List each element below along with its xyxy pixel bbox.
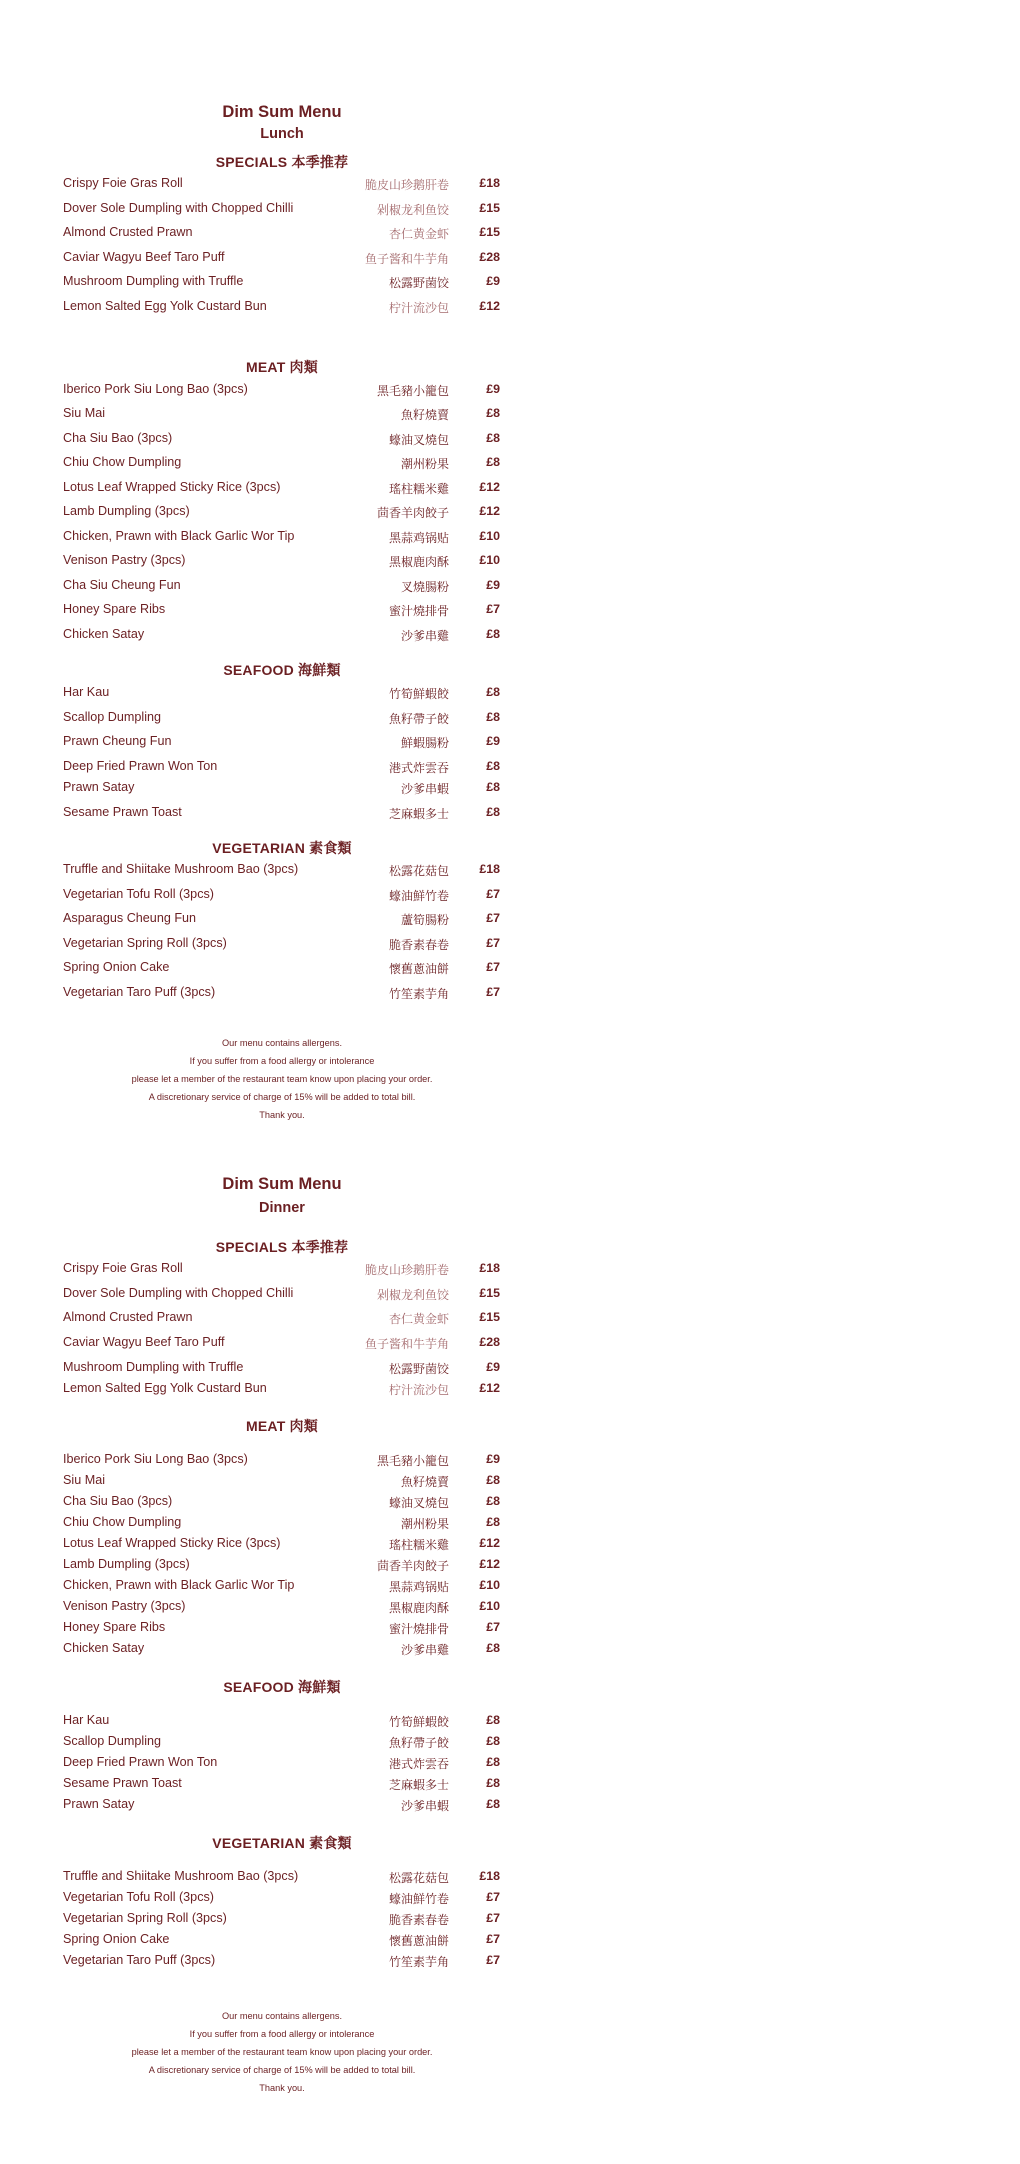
menu-item-row — [0, 1261, 500, 1281]
menu-item-row — [0, 1620, 500, 1640]
dish-name-chinese: 懷舊蔥油餅 — [388, 962, 449, 976]
menu-item-row — [0, 1381, 500, 1401]
dish-name-chinese: 竹笙素芋角 — [388, 1955, 449, 1969]
dish-price: £8 — [486, 431, 500, 445]
menu-item-row — [0, 710, 500, 730]
dish-price: £18 — [479, 176, 500, 190]
dish-name-chinese: 脆皮山珍鹅肝卷 — [364, 1263, 449, 1277]
dish-name-chinese: 潮州粉果 — [400, 1517, 449, 1531]
allergen-note-line: please let a member of the restaurant team know upon placing your order. — [131, 1074, 433, 1084]
menu-item-row — [0, 1578, 500, 1598]
menu-item-row — [0, 201, 500, 221]
menu-item-row — [0, 1599, 500, 1619]
dish-name-english: Crispy Foie Gras Roll — [63, 1261, 183, 1275]
section-heading: VEGETARIAN 素食類 — [212, 1835, 352, 1851]
dish-price: £8 — [486, 455, 500, 469]
menu-item-row — [0, 176, 500, 196]
dish-name-chinese: 竹筍鮮蝦餃 — [388, 1715, 449, 1729]
dish-price: £7 — [486, 1953, 500, 1967]
dish-name-chinese: 沙爹串雞 — [400, 629, 449, 643]
menu-item-row — [0, 225, 500, 245]
dish-name-english: Prawn Cheung Fun — [63, 734, 172, 748]
dish-price: £12 — [479, 480, 500, 494]
dish-price: £15 — [479, 201, 500, 215]
dish-name-chinese: 柠汁流沙包 — [388, 301, 449, 315]
dish-name-english: Vegetarian Tofu Roll (3pcs) — [63, 1890, 214, 1904]
dish-price: £12 — [479, 299, 500, 313]
allergen-note-line: Our menu contains allergens. — [221, 2011, 342, 2021]
menu-item-row — [0, 685, 500, 705]
menu-item-row — [0, 1536, 500, 1556]
dish-price: £28 — [479, 250, 500, 264]
menu-item-row — [0, 627, 500, 647]
dish-name-english: Lotus Leaf Wrapped Sticky Rice (3pcs) — [63, 480, 281, 494]
dish-price: £7 — [486, 1932, 500, 1946]
dish-price: £7 — [486, 1890, 500, 1904]
allergen-note-line: please let a member of the restaurant team know upon placing your order. — [131, 2047, 433, 2057]
menu-item-row — [0, 1713, 500, 1733]
dish-price: £7 — [486, 1911, 500, 1925]
dish-name-chinese: 黑蒜鸡锅贴 — [388, 1580, 449, 1594]
dish-name-english: Vegetarian Taro Puff (3pcs) — [63, 1953, 216, 1967]
menu-item-row — [0, 759, 500, 779]
dish-name-chinese: 鱼子酱和牛芋角 — [364, 1337, 449, 1351]
dish-name-english: Truffle and Shiitake Mushroom Bao (3pcs) — [63, 1869, 299, 1883]
dish-name-english: Truffle and Shiitake Mushroom Bao (3pcs) — [63, 862, 299, 876]
dish-name-english: Venison Pastry (3pcs) — [63, 553, 186, 567]
dish-name-english: Lamb Dumpling (3pcs) — [63, 1557, 190, 1571]
menu-item-row — [0, 578, 500, 598]
dish-name-english: Dover Sole Dumpling with Chopped Chilli — [63, 201, 294, 215]
dish-price: £8 — [486, 1515, 500, 1529]
section-heading: MEAT 肉類 — [246, 359, 318, 375]
menu-item-row — [0, 382, 500, 402]
dish-name-chinese: 蜜汁燒排骨 — [388, 604, 449, 618]
dish-name-chinese: 剁椒龙利鱼饺 — [376, 1288, 449, 1302]
section-heading: SPECIALS 本季推荐 — [215, 1239, 349, 1255]
dish-name-english: Vegetarian Spring Roll (3pcs) — [63, 1911, 227, 1925]
menu-item-row — [0, 936, 500, 956]
dish-name-chinese: 茴香羊肉餃子 — [376, 506, 449, 520]
menu-item-row — [0, 960, 500, 980]
menu-item-row — [0, 1911, 500, 1931]
dish-price: £7 — [486, 936, 500, 950]
dish-name-chinese: 魚籽燒賣 — [400, 408, 449, 422]
dish-name-english: Venison Pastry (3pcs) — [63, 1599, 186, 1613]
dish-price: £18 — [479, 1869, 500, 1883]
dish-name-english: Vegetarian Tofu Roll (3pcs) — [63, 887, 214, 901]
menu-item-row — [0, 553, 500, 573]
dish-price: £15 — [479, 225, 500, 239]
menu-item-row — [0, 602, 500, 622]
dish-name-chinese: 魚籽燒賣 — [400, 1475, 449, 1489]
dish-name-english: Caviar Wagyu Beef Taro Puff — [63, 250, 225, 264]
dish-name-chinese: 鱼子酱和牛芋角 — [364, 252, 449, 266]
dish-name-chinese: 黑毛豬小籠包 — [376, 384, 449, 398]
menu-item-row — [0, 1286, 500, 1306]
dish-price: £9 — [486, 734, 500, 748]
dish-name-chinese: 黑毛豬小籠包 — [376, 1454, 449, 1468]
dish-name-english: Mushroom Dumpling with Truffle — [63, 1360, 244, 1374]
dish-price: £10 — [479, 529, 500, 543]
dish-price: £8 — [486, 710, 500, 724]
dish-price: £8 — [486, 1797, 500, 1811]
menu-item-row — [0, 1890, 500, 1910]
dish-price: £10 — [479, 553, 500, 567]
dish-name-chinese: 沙爹串雞 — [400, 1643, 449, 1657]
dish-name-english: Asparagus Cheung Fun — [63, 911, 197, 925]
dish-name-english: Siu Mai — [63, 406, 105, 420]
dish-price: £10 — [479, 1578, 500, 1592]
menu-item-row — [0, 1360, 500, 1380]
dish-price: £15 — [479, 1286, 500, 1300]
dish-price: £9 — [486, 1452, 500, 1466]
dish-name-english: Crispy Foie Gras Roll — [63, 176, 183, 190]
dish-price: £18 — [479, 1261, 500, 1275]
dish-price: £8 — [486, 780, 500, 794]
menu-item-row — [0, 1755, 500, 1775]
menu-item-row — [0, 1557, 500, 1577]
dish-price: £7 — [486, 985, 500, 999]
dish-price: £8 — [486, 1713, 500, 1727]
dish-price: £7 — [486, 887, 500, 901]
dish-price: £15 — [479, 1310, 500, 1324]
menu-item-row — [0, 1515, 500, 1535]
dish-name-english: Deep Fried Prawn Won Ton — [63, 759, 218, 773]
dish-name-english: Caviar Wagyu Beef Taro Puff — [63, 1335, 225, 1349]
dish-price: £8 — [486, 759, 500, 773]
dish-name-chinese: 港式炸雲吞 — [388, 761, 449, 775]
dish-name-english: Cha Siu Bao (3pcs) — [63, 1494, 173, 1508]
menu-item-row — [0, 1797, 500, 1817]
dish-name-chinese: 瑤柱糯米雞 — [388, 482, 449, 496]
dish-name-chinese: 蠔油鮮竹卷 — [388, 889, 449, 903]
menu-item-row — [0, 1641, 500, 1661]
dish-name-english: Chicken Satay — [63, 1641, 145, 1655]
dish-name-english: Deep Fried Prawn Won Ton — [63, 1755, 218, 1769]
dish-name-english: Prawn Satay — [63, 780, 135, 794]
dish-name-chinese: 黑蒜鸡锅贴 — [388, 531, 449, 545]
dish-name-english: Lemon Salted Egg Yolk Custard Bun — [63, 1381, 267, 1395]
menu-item-row — [0, 529, 500, 549]
menu-item-row — [0, 887, 500, 907]
menu-subtitle: Dinner — [259, 1200, 305, 1216]
dish-name-chinese: 杏仁黄金虾 — [388, 227, 449, 241]
dish-name-english: Lemon Salted Egg Yolk Custard Bun — [63, 299, 267, 313]
section-heading: SEAFOOD 海鮮類 — [223, 662, 341, 678]
dish-name-chinese: 魚籽帶子餃 — [388, 712, 449, 726]
allergen-note-line: If you suffer from a food allergy or intolerance — [189, 1056, 375, 1066]
dish-name-english: Iberico Pork Siu Long Bao (3pcs) — [63, 382, 248, 396]
dish-name-english: Siu Mai — [63, 1473, 105, 1487]
dish-name-chinese: 剁椒龙利鱼饺 — [376, 203, 449, 217]
dish-name-english: Vegetarian Spring Roll (3pcs) — [63, 936, 227, 950]
dish-name-chinese: 黑椒鹿肉酥 — [388, 555, 449, 569]
menu-title: Dim Sum Menu — [222, 1175, 342, 1193]
dish-name-chinese: 柠汁流沙包 — [388, 1383, 449, 1397]
dish-name-chinese: 芝麻蝦多士 — [388, 1778, 449, 1792]
dish-price: £28 — [479, 1335, 500, 1349]
dish-price: £12 — [479, 1381, 500, 1395]
menu-item-row — [0, 1869, 500, 1889]
dish-name-english: Sesame Prawn Toast — [63, 805, 182, 819]
dish-name-chinese: 脆香素春卷 — [388, 938, 449, 952]
dish-name-chinese: 沙爹串蝦 — [400, 782, 449, 796]
menu-item-row — [0, 985, 500, 1005]
dish-name-english: Scallop Dumpling — [63, 1734, 162, 1748]
dish-name-chinese: 蠔油叉燒包 — [388, 1496, 449, 1510]
menu-item-row — [0, 431, 500, 451]
dish-price: £8 — [486, 627, 500, 641]
allergen-note-line: If you suffer from a food allergy or intolerance — [189, 2029, 375, 2039]
section-heading: VEGETARIAN 素食類 — [212, 840, 352, 856]
dish-name-chinese: 黑椒鹿肉酥 — [388, 1601, 449, 1615]
menu-item-row — [0, 274, 500, 294]
dish-name-english: Cha Siu Cheung Fun — [63, 578, 181, 592]
dish-name-english: Almond Crusted Prawn — [63, 1310, 193, 1324]
dish-name-chinese: 脆皮山珍鹅肝卷 — [364, 178, 449, 192]
menu-item-row — [0, 1452, 500, 1472]
dish-name-chinese: 松露野菌饺 — [388, 1362, 449, 1376]
menu-item-row — [0, 862, 500, 882]
dish-name-english: Spring Onion Cake — [63, 1932, 170, 1946]
dish-name-english: Cha Siu Bao (3pcs) — [63, 431, 173, 445]
allergen-note-line: Thank you. — [259, 1110, 305, 1120]
dish-price: £7 — [486, 911, 500, 925]
menu-item-row — [0, 406, 500, 426]
dish-price: £8 — [486, 1494, 500, 1508]
allergen-note-line: Thank you. — [259, 2083, 305, 2093]
dish-price: £8 — [486, 1473, 500, 1487]
section-heading: MEAT 肉類 — [246, 1418, 318, 1434]
menu-item-row — [0, 1335, 500, 1355]
menu-item-row — [0, 1953, 500, 1973]
menu-item-row — [0, 734, 500, 754]
dish-name-english: Chicken, Prawn with Black Garlic Wor Tip — [63, 1578, 295, 1592]
dish-price: £8 — [486, 1776, 500, 1790]
dish-name-english: Har Kau — [63, 685, 110, 699]
dish-name-chinese: 蜜汁燒排骨 — [388, 1622, 449, 1636]
dish-name-chinese: 鮮蝦腸粉 — [400, 736, 449, 750]
dish-name-chinese: 松露花菇包 — [388, 1871, 449, 1885]
dish-name-chinese: 叉燒腸粉 — [400, 580, 449, 594]
dish-name-english: Chicken, Prawn with Black Garlic Wor Tip — [63, 529, 295, 543]
dish-name-chinese: 竹笙素芋角 — [388, 987, 449, 1001]
menu-item-row — [0, 1494, 500, 1514]
menu-item-row — [0, 455, 500, 475]
menu-item-row — [0, 480, 500, 500]
menu-title: Dim Sum Menu — [222, 103, 342, 121]
dish-name-english: Chiu Chow Dumpling — [63, 1515, 182, 1529]
dish-name-english: Dover Sole Dumpling with Chopped Chilli — [63, 1286, 294, 1300]
dish-name-chinese: 港式炸雲吞 — [388, 1757, 449, 1771]
dish-price: £9 — [486, 1360, 500, 1374]
dish-name-english: Chicken Satay — [63, 627, 145, 641]
allergen-note-line: A discretionary service of charge of 15% will be added to total bill. — [148, 1092, 416, 1102]
dish-name-chinese: 脆香素春卷 — [388, 1913, 449, 1927]
menu-item-row — [0, 250, 500, 270]
dish-price: £8 — [486, 685, 500, 699]
dish-price: £9 — [486, 274, 500, 288]
dish-price: £8 — [486, 1734, 500, 1748]
dish-name-chinese: 茴香羊肉餃子 — [376, 1559, 449, 1573]
dish-name-chinese: 松露花菇包 — [388, 864, 449, 878]
menu-item-row — [0, 1932, 500, 1952]
dish-price: £7 — [486, 1620, 500, 1634]
dish-price: £7 — [486, 960, 500, 974]
dish-name-chinese: 潮州粉果 — [400, 457, 449, 471]
dish-price: £7 — [486, 602, 500, 616]
menu-subtitle: Lunch — [260, 126, 304, 142]
dish-name-english: Har Kau — [63, 1713, 110, 1727]
menu-item-row — [0, 504, 500, 524]
dish-price: £8 — [486, 1755, 500, 1769]
dish-name-chinese: 芝麻蝦多士 — [388, 807, 449, 821]
dish-name-english: Scallop Dumpling — [63, 710, 162, 724]
menu-item-row — [0, 805, 500, 825]
dish-name-chinese: 松露野菌饺 — [388, 276, 449, 290]
dish-name-english: Lotus Leaf Wrapped Sticky Rice (3pcs) — [63, 1536, 281, 1550]
dish-name-chinese: 蠔油鮮竹卷 — [388, 1892, 449, 1906]
dish-name-chinese: 沙爹串蝦 — [400, 1799, 449, 1813]
dish-price: £12 — [479, 1536, 500, 1550]
menu-item-row — [0, 299, 500, 319]
dish-name-chinese: 蘆筍腸粉 — [400, 913, 449, 927]
dish-name-chinese: 竹筍鮮蝦餃 — [388, 687, 449, 701]
allergen-note-line: Our menu contains allergens. — [221, 1038, 342, 1048]
dish-price: £12 — [479, 504, 500, 518]
dish-name-chinese: 懷舊蔥油餅 — [388, 1934, 449, 1948]
dish-name-english: Honey Spare Ribs — [63, 1620, 166, 1634]
menu-item-row — [0, 1776, 500, 1796]
dish-name-english: Honey Spare Ribs — [63, 602, 166, 616]
dish-price: £10 — [479, 1599, 500, 1613]
menu-item-row — [0, 780, 500, 800]
dish-price: £12 — [479, 1557, 500, 1571]
dish-price: £18 — [479, 862, 500, 876]
dish-name-chinese: 瑤柱糯米雞 — [388, 1538, 449, 1552]
dish-price: £8 — [486, 406, 500, 420]
dish-name-chinese: 蠔油叉燒包 — [388, 433, 449, 447]
dish-price: £9 — [486, 578, 500, 592]
dish-name-english: Lamb Dumpling (3pcs) — [63, 504, 190, 518]
section-heading: SEAFOOD 海鮮類 — [223, 1679, 341, 1695]
dish-name-english: Sesame Prawn Toast — [63, 1776, 182, 1790]
dish-name-english: Mushroom Dumpling with Truffle — [63, 274, 244, 288]
dish-name-chinese: 魚籽帶子餃 — [388, 1736, 449, 1750]
dish-name-chinese: 杏仁黄金虾 — [388, 1312, 449, 1326]
allergen-note-line: A discretionary service of charge of 15% will be added to total bill. — [148, 2065, 416, 2075]
dish-name-english: Almond Crusted Prawn — [63, 225, 193, 239]
dish-name-english: Spring Onion Cake — [63, 960, 170, 974]
dish-name-english: Vegetarian Taro Puff (3pcs) — [63, 985, 216, 999]
dish-price: £8 — [486, 805, 500, 819]
dish-name-english: Chiu Chow Dumpling — [63, 455, 182, 469]
menu-item-row — [0, 1734, 500, 1754]
dish-price: £9 — [486, 382, 500, 396]
menu-item-row — [0, 1310, 500, 1330]
dish-price: £8 — [486, 1641, 500, 1655]
menu-item-row — [0, 1473, 500, 1493]
section-heading: SPECIALS 本季推荐 — [215, 154, 349, 170]
dish-name-english: Prawn Satay — [63, 1797, 135, 1811]
dish-name-english: Iberico Pork Siu Long Bao (3pcs) — [63, 1452, 248, 1466]
menu-item-row — [0, 911, 500, 931]
